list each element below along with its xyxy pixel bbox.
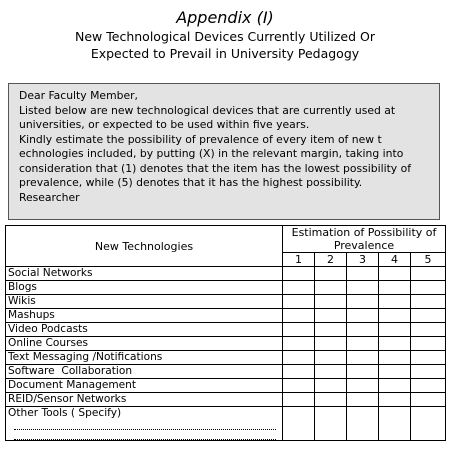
rating-cell[interactable]	[347, 407, 379, 441]
table-row	[6, 309, 446, 323]
rating-cell[interactable]	[379, 365, 411, 379]
rating-cell[interactable]	[379, 295, 411, 309]
rating-cell[interactable]	[411, 281, 446, 295]
rating-cell[interactable]	[315, 351, 347, 365]
rating-cell[interactable]	[347, 267, 379, 281]
rating-cell[interactable]	[411, 365, 446, 379]
rating-cell[interactable]	[411, 309, 446, 323]
scale-header-3: 3	[347, 253, 379, 267]
rating-cell[interactable]	[315, 309, 347, 323]
rating-cell[interactable]	[379, 393, 411, 407]
other-tools-label: Other Tools ( Specify)	[8, 407, 122, 419]
rating-cell[interactable]	[283, 267, 315, 281]
rating-cell[interactable]	[379, 267, 411, 281]
table-row	[6, 351, 446, 365]
rating-cell[interactable]	[347, 351, 379, 365]
rating-cell[interactable]	[283, 379, 315, 393]
technology-label: Text Messaging /Notifications	[6, 351, 283, 365]
technology-label: Online Courses	[6, 337, 283, 351]
specify-line-1[interactable]	[14, 420, 276, 430]
technology-label: Software Collaboration	[6, 365, 283, 379]
rating-cell[interactable]	[283, 407, 315, 441]
rating-cell[interactable]	[379, 309, 411, 323]
rating-cell[interactable]	[379, 337, 411, 351]
technology-label: Blogs	[6, 281, 283, 295]
table-row	[6, 337, 446, 351]
letter-greeting: Dear Faculty Member,	[19, 89, 138, 102]
rating-cell[interactable]	[347, 295, 379, 309]
rating-cell[interactable]	[283, 323, 315, 337]
rating-cell[interactable]	[379, 323, 411, 337]
instruction-letter	[8, 83, 440, 220]
other-tools-cell[interactable]	[6, 407, 283, 441]
letter-paragraph-2: Kindly estimate the possibility of prevalence of every item of new t echnologies included, by putting (X) in the relevant margin, taking into consideration that (1) denotes that the item has the lowest possibility of prevalence, while (5) denotes that it has the highest possibility.	[19, 132, 412, 189]
technology-label: Social Networks	[6, 267, 283, 281]
rating-cell[interactable]	[347, 337, 379, 351]
rating-cell[interactable]	[315, 407, 347, 441]
table-row-other	[6, 407, 446, 441]
scale-header-5: 5	[411, 253, 446, 267]
table-row	[6, 281, 446, 295]
rating-cell[interactable]	[315, 323, 347, 337]
rating-cell[interactable]	[315, 393, 347, 407]
rating-cell[interactable]	[347, 365, 379, 379]
rating-cell[interactable]	[411, 393, 446, 407]
rating-cell[interactable]	[315, 295, 347, 309]
rating-cell[interactable]	[315, 337, 347, 351]
technology-label: Document Management	[6, 379, 283, 393]
rating-cell[interactable]	[315, 379, 347, 393]
rating-cell[interactable]	[411, 323, 446, 337]
rating-cell[interactable]	[347, 281, 379, 295]
scale-header-4: 4	[379, 253, 411, 267]
rating-cell[interactable]	[379, 281, 411, 295]
rating-cell[interactable]	[411, 337, 446, 351]
scale-header-2: 2	[315, 253, 347, 267]
technology-label: Wikis	[6, 295, 283, 309]
document-subtitle	[0, 28, 450, 62]
rating-cell[interactable]	[379, 407, 411, 441]
table-row	[6, 393, 446, 407]
rating-cell[interactable]	[379, 351, 411, 365]
rating-cell[interactable]	[411, 379, 446, 393]
rating-cell[interactable]	[283, 337, 315, 351]
rating-cell[interactable]	[411, 267, 446, 281]
rating-cell[interactable]	[283, 351, 315, 365]
rating-cell[interactable]	[283, 393, 315, 407]
table-row	[6, 295, 446, 309]
rating-cell[interactable]	[283, 281, 315, 295]
table-row	[6, 379, 446, 393]
table-row	[6, 323, 446, 337]
rating-cell[interactable]	[315, 365, 347, 379]
rating-cell[interactable]	[283, 309, 315, 323]
specify-line-2[interactable]	[14, 430, 276, 440]
rating-cell[interactable]	[283, 295, 315, 309]
rating-cell[interactable]	[379, 379, 411, 393]
appendix-title: Appendix (I)	[176, 8, 274, 27]
rating-cell[interactable]	[347, 323, 379, 337]
rating-cell[interactable]	[347, 379, 379, 393]
rating-cell[interactable]	[347, 309, 379, 323]
rating-cell[interactable]	[315, 281, 347, 295]
subtitle-line-1: New Technological Devices Currently Utilized Or	[75, 29, 375, 44]
rating-cell[interactable]	[283, 365, 315, 379]
rating-cell[interactable]	[411, 407, 446, 441]
rating-cell[interactable]	[315, 267, 347, 281]
letter-signature: Researcher	[19, 190, 80, 204]
technology-label: Video Podcasts	[6, 323, 283, 337]
subtitle-line-2: Expected to Prevail in University Pedagogy	[90, 46, 360, 61]
survey-table	[5, 225, 446, 441]
technology-label: Mashups	[6, 309, 283, 323]
rating-cell[interactable]	[347, 393, 379, 407]
technology-label: REID/Sensor Networks	[6, 393, 283, 407]
column-header-estimation: Estimation of Possibility of Prevalence	[283, 226, 446, 253]
table-row	[6, 365, 446, 379]
scale-header-1: 1	[283, 253, 315, 267]
rating-cell[interactable]	[411, 295, 446, 309]
column-header-technologies: New Technologies	[6, 226, 283, 267]
letter-paragraph-1: Listed below are new technological devices that are currently used at universities, or expected to be used within five years.	[19, 103, 396, 131]
rating-cell[interactable]	[411, 351, 446, 365]
table-row	[6, 267, 446, 281]
